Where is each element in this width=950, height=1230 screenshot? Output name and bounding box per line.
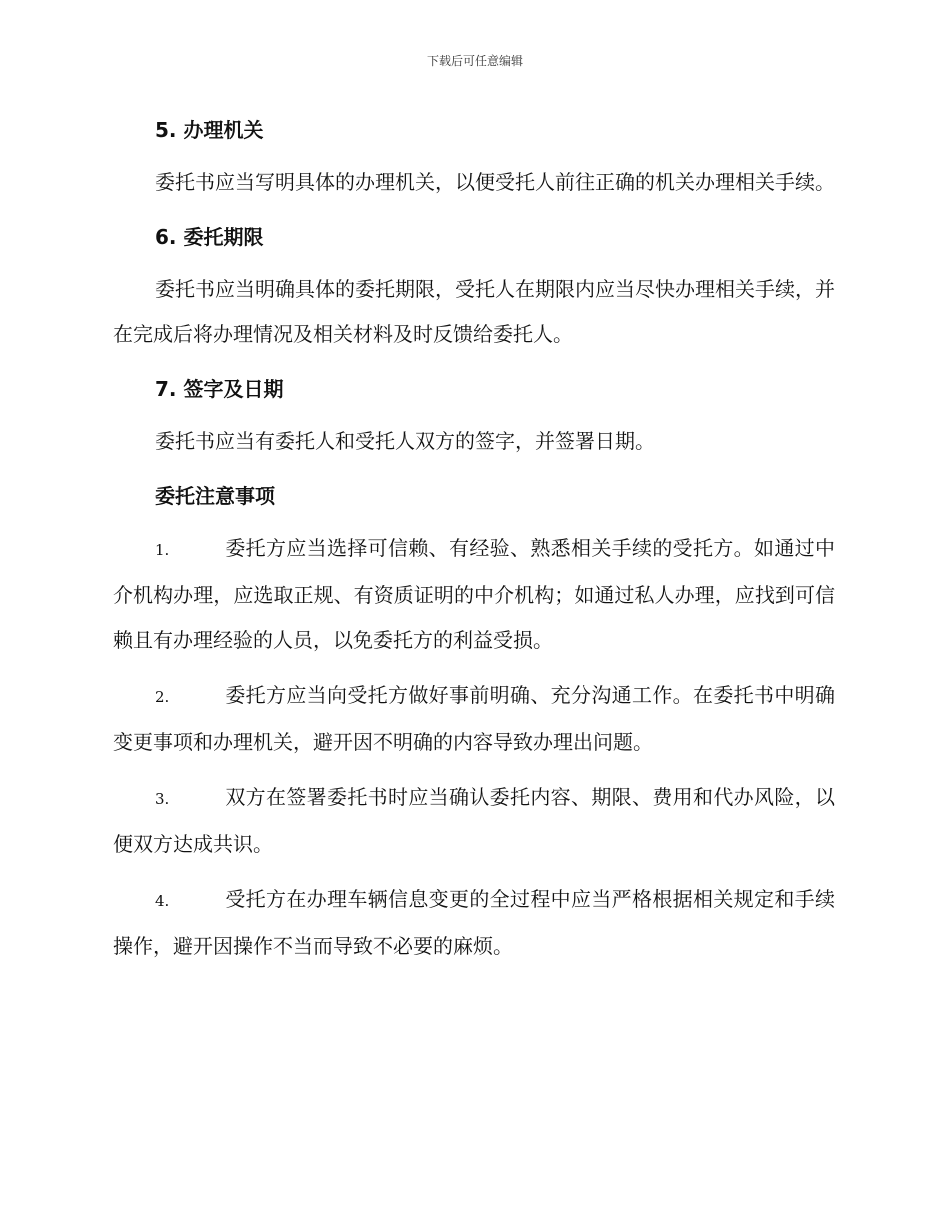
- section-office: [113, 110, 835, 205]
- section-heading: 7. 签字及日期: [155, 377, 284, 401]
- section-paragraph: 委托书应当写明具体的办理机关，以便受托人前往正确的机关办理相关手续。: [155, 170, 835, 194]
- notes-heading: 委托注意事项: [155, 484, 275, 508]
- list-item-text: 受托方在办理车辆信息变更的全过程中应当严格根据相关规定和手续操作，避开因操作不当而导致不必要的麻烦。: [113, 887, 835, 958]
- list-item: [113, 673, 835, 765]
- document-body: [113, 110, 835, 969]
- section-signature: [113, 369, 835, 464]
- list-item-number: 2.: [155, 688, 170, 706]
- section-term: [113, 217, 835, 357]
- list-item-number: 1.: [155, 541, 170, 559]
- page-header: 下载后可任意编辑: [426, 54, 523, 68]
- list-item-text: 双方在签署委托书时应当确认委托内容、期限、费用和代办风险，以便双方达成共识。: [113, 785, 835, 856]
- list-item-text: 委托方应当选择可信赖、有经验、熟悉相关手续的受托方。如通过中介机构办理，应选取正规、有资质证明的中介机构；如通过私人办理，应找到可信赖且有办理经验的人员，以免委托方的利益受损。: [113, 536, 835, 652]
- list-item-text: 委托方应当向受托方做好事前明确、充分沟通工作。在委托书中明确变更事项和办理机关，避开因不明确的内容导致办理出问题。: [113, 683, 835, 754]
- list-item: [113, 877, 835, 969]
- list-item-number: 4.: [155, 892, 170, 910]
- list-item: [113, 526, 835, 663]
- section-heading: 6. 委托期限: [155, 225, 264, 249]
- section-paragraph: 委托书应当有委托人和受托人双方的签字，并签署日期。: [155, 429, 655, 453]
- section-notes: [113, 476, 835, 969]
- section-heading: 5. 办理机关: [155, 118, 264, 142]
- section-paragraph: 委托书应当明确具体的委托期限，受托人在期限内应当尽快办理相关手续，并在完成后将办理情况及相关材料及时反馈给委托人。: [113, 277, 835, 346]
- list-item-number: 3.: [155, 790, 170, 808]
- list-item: [113, 775, 835, 867]
